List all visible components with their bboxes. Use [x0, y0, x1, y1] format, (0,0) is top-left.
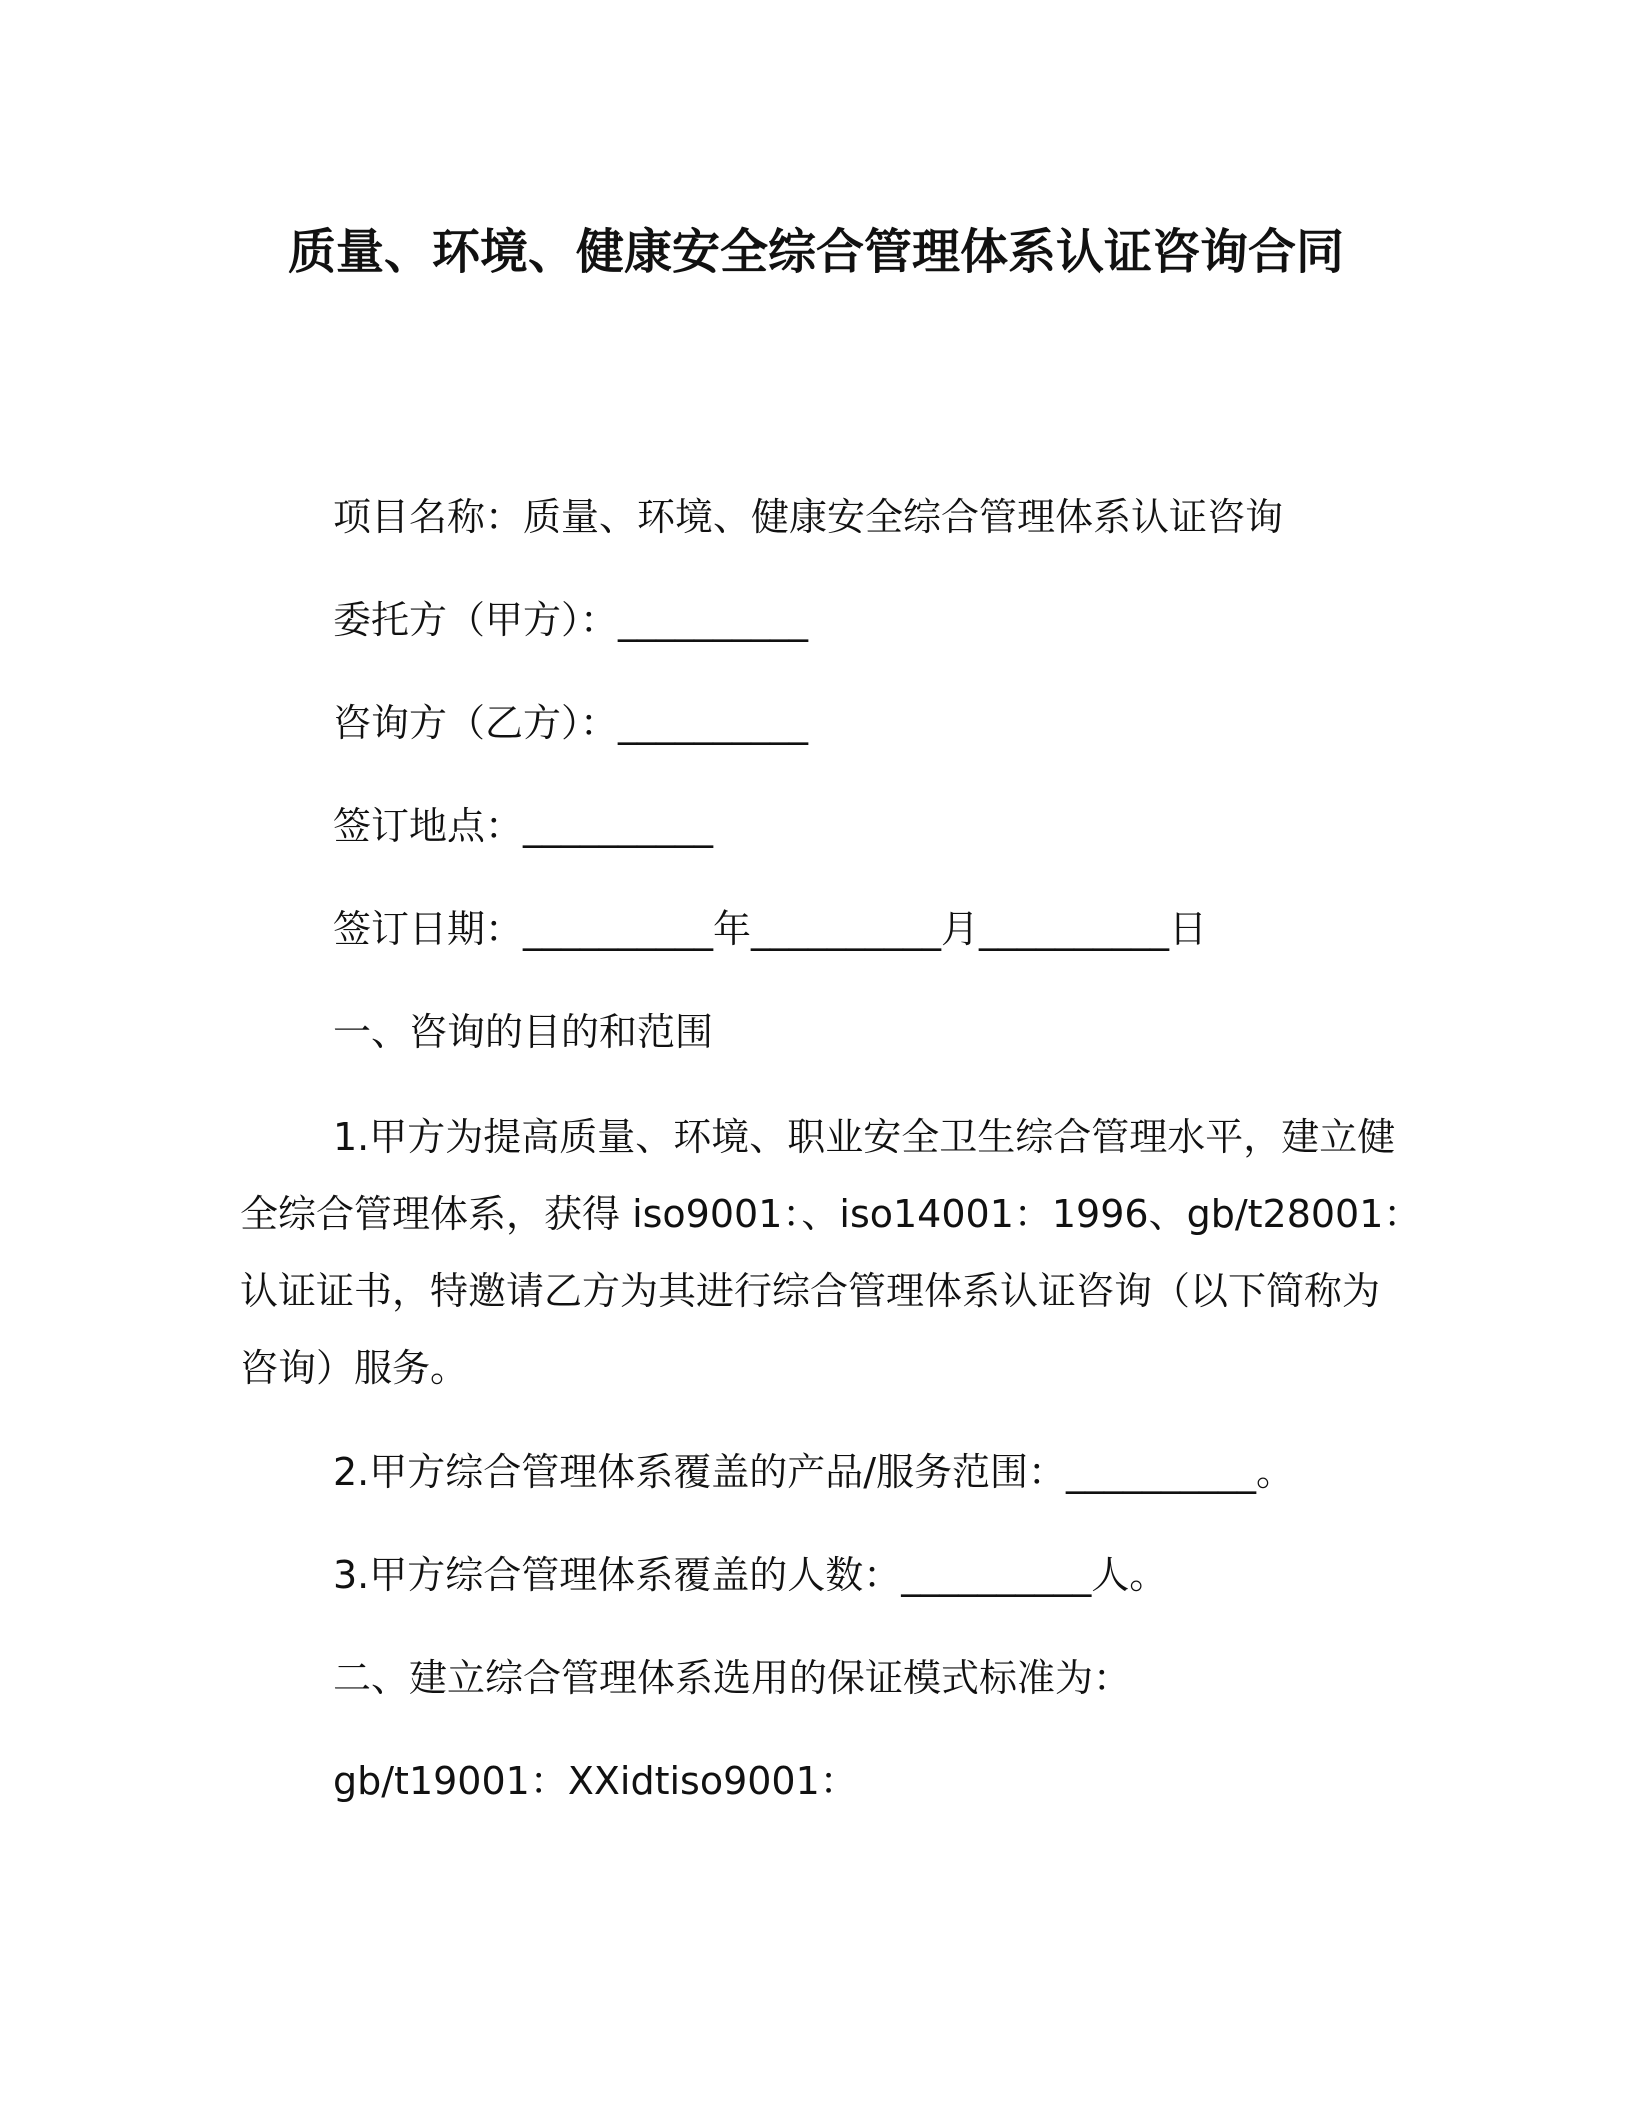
- standard-line: gb/t19001：XXidtiso9001：: [333, 1759, 858, 1803]
- clause-1-line-2: 全综合管理体系，获得 iso9001：、iso14001：1996、gb/t28001：: [240, 1192, 1422, 1236]
- document-title: 质量、环境、健康安全综合管理体系认证咨询合同: [287, 224, 1344, 280]
- section-1-heading: 一、咨询的目的和范围: [333, 1010, 714, 1054]
- clause-1-line-3: 认证证书，特邀请乙方为其进行综合管理体系认证咨询（以下简称为: [240, 1269, 1381, 1313]
- clause-1-line-1: 1.甲方为提高质量、环境、职业安全卫生综合管理水平，建立健: [333, 1115, 1396, 1159]
- field-party-b: 咨询方（乙方）：__________: [333, 701, 809, 745]
- field-party-a: 委托方（甲方）：__________: [333, 598, 809, 642]
- field-signing-date: 签订日期：__________年__________月__________日: [333, 907, 1208, 951]
- clause-1-line-4: 咨询）服务。: [240, 1346, 469, 1390]
- clause-2: 2.甲方综合管理体系覆盖的产品/服务范围：__________。: [333, 1450, 1295, 1494]
- section-2-heading: 二、建立综合管理体系选用的保证模式标准为：: [333, 1656, 1132, 1700]
- field-signing-place: 签订地点：__________: [333, 804, 714, 848]
- clause-3: 3.甲方综合管理体系覆盖的人数：__________人。: [333, 1553, 1168, 1597]
- field-project-name: 项目名称：质量、环境、健康安全综合管理体系认证咨询: [333, 495, 1284, 539]
